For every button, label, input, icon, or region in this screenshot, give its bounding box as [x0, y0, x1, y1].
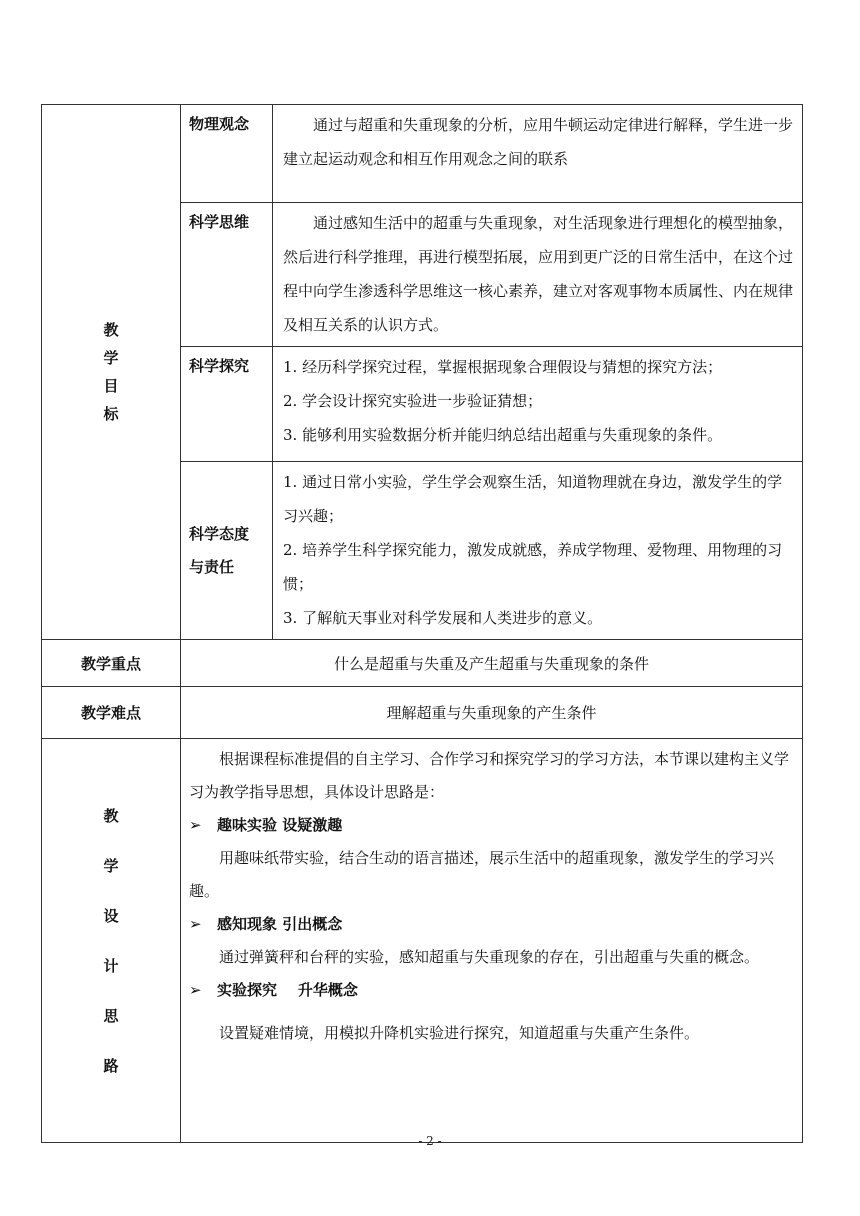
arrow-bullet-icon: ➢ — [189, 915, 202, 933]
attitude-label-line: 与责任 — [189, 557, 235, 576]
inquiry-item: 3. 能够利用实验数据分析并能归纳总结出超重与失重现象的条件。 — [283, 426, 723, 444]
objectives-label-char: 目 — [103, 377, 119, 395]
objective-name-scientific-inquiry: 科学探究 — [181, 347, 273, 462]
attitude-item: 2. 培养学生科学探究能力，激发成就感，养成学物理、爱物理、用物理的习惯； — [283, 541, 783, 593]
key-point-text: 什么是超重与失重及产生超重与失重现象的条件 — [181, 640, 803, 687]
objective-text-physics-concept: 通过与超重和失重现象的分析，应用牛顿运动定律进行解释，学生进一步建立起运动观念和相互作用观念之间的联系 — [273, 105, 803, 203]
design-label — [42, 739, 181, 1143]
objective-name-attitude-responsibility — [181, 462, 273, 640]
objective-text-scientific-thinking: 通过感知生活中的超重与失重现象，对生活现象进行理想化的模型抽象，然后进行科学推理，再进行模型拓展，应用到更广泛的日常生活中，在这个过程中向学生渗透科学思维这一核心素养，建立对客观事物本质属性、内在规律及相互关系的认识方式。 — [273, 203, 803, 347]
design-section-heading — [189, 908, 794, 941]
key-point-label: 教学重点 — [42, 640, 181, 687]
design-label-char: 思 — [103, 1006, 119, 1025]
objectives-label-char: 学 — [103, 349, 119, 367]
objective-name-scientific-thinking: 科学思维 — [181, 203, 273, 347]
objective-name-physics-concept: 物理观念 — [181, 105, 273, 203]
design-label-char: 设 — [103, 906, 119, 925]
attitude-label-line: 科学态度 — [189, 524, 250, 543]
objective-text-attitude-responsibility — [273, 462, 803, 640]
difficult-point-label: 教学难点 — [42, 687, 181, 739]
objective-text-scientific-inquiry — [273, 347, 803, 462]
inquiry-item: 2. 学会设计探究实验进一步验证猜想； — [283, 392, 543, 410]
inquiry-item: 1. 经历科学探究过程，掌握根据现象合理假设与猜想的探究方法； — [283, 358, 723, 376]
design-content — [181, 739, 803, 1143]
objectives-label — [42, 105, 181, 640]
arrow-bullet-icon: ➢ — [189, 981, 202, 999]
design-heading-text: 实验探究 升华概念 — [217, 981, 358, 999]
design-label-char: 路 — [103, 1056, 119, 1075]
design-section-text: 设置疑难情境，用模拟升降机实验进行探究，知道超重与失重产生条件。 — [219, 1024, 700, 1042]
design-label-char: 学 — [103, 856, 119, 875]
objectives-label-char: 标 — [103, 405, 119, 423]
design-label-char: 计 — [103, 956, 119, 975]
arrow-bullet-icon: ➢ — [189, 816, 202, 834]
design-heading-text: 感知现象 引出概念 — [217, 915, 343, 933]
design-section-heading — [189, 809, 794, 842]
design-section-text: 通过弹簧秤和台秤的实验，感知超重与失重现象的存在，引出超重与失重的概念。 — [219, 948, 760, 966]
design-label-char: 教 — [103, 806, 119, 825]
attitude-item: 1. 通过日常小实验，学生学会观察生活，知道物理就在身边，激发学生的学习兴趣； — [283, 473, 783, 525]
objectives-label-char: 教 — [103, 321, 119, 339]
design-intro: 根据课程标准提倡的自主学习、合作学习和探究学习的学习方法，本节课以建构主义学习为教学指导思想，具体设计思路是： — [189, 750, 790, 801]
design-section-text: 用趣味纸带实验，结合生动的语言描述，展示生活中的超重现象，激发学生的学习兴趣。 — [189, 849, 775, 900]
design-heading-text: 趣味实验 设疑激趣 — [217, 816, 343, 834]
design-section-heading — [189, 974, 794, 1007]
difficult-point-text: 理解超重与失重现象的产生条件 — [181, 687, 803, 739]
page-number: - 2 - — [418, 1134, 442, 1148]
attitude-item: 3. 了解航天事业对科学发展和人类进步的意义。 — [283, 609, 603, 627]
lesson-plan-table — [41, 104, 803, 1143]
